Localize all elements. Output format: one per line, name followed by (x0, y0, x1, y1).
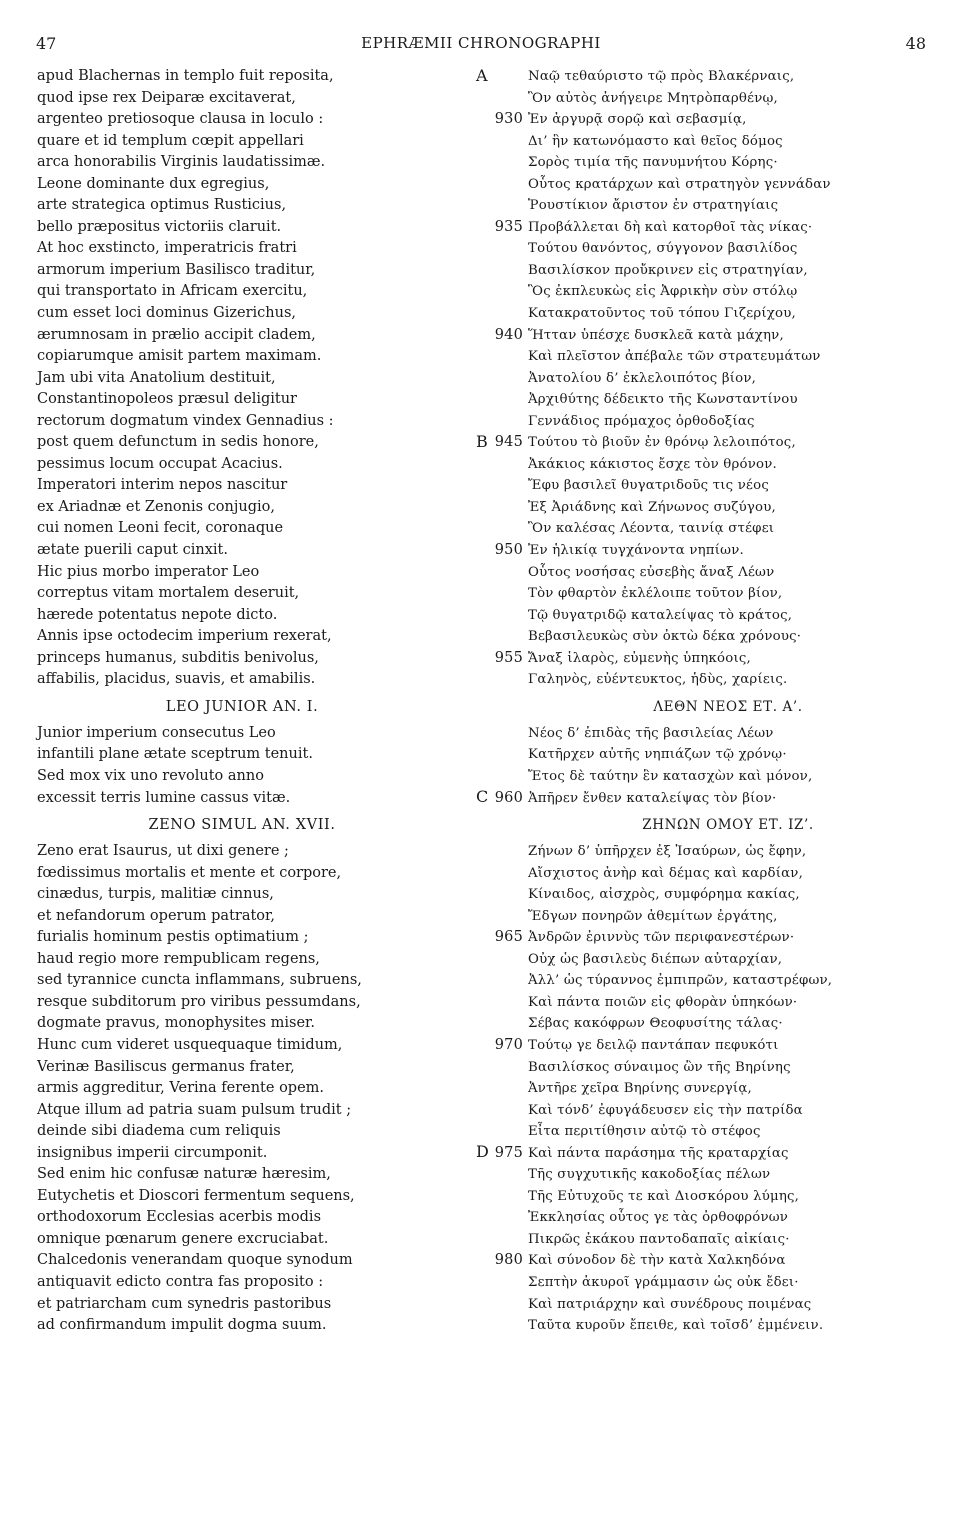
verse-text: Αἴσχιστος ἀνὴρ καὶ δέμας καὶ καρδίαν, (528, 865, 804, 881)
greek-verse-line (528, 863, 928, 885)
latin-text-line: quod ipse rex Deiparæ excitaverat, (37, 89, 296, 106)
latin-text-line: omnique pœnarum genere excruciabat. (37, 1230, 329, 1247)
verse-text: Ἄναξ ἱλαρὸς, εὐμενὴς ὑπηκόοις, (528, 650, 751, 666)
latin-text-line: Sed mox vix uno revoluto anno (37, 767, 264, 784)
greek-verse-line (494, 109, 928, 131)
latin-text-line: apud Blachernas in templo fuit reposita, (37, 68, 334, 84)
latin-text-line: armorum imperium Basilisco traditur, (37, 261, 316, 278)
verse-text: Τῆς συγχυτικῆς κακοδοξίας πέλων (528, 1167, 771, 1183)
verse-text: Βεβασιλευκὼς σὺν ὀκτὼ δέκα χρόνους· (528, 629, 802, 645)
verse-text: Τὸν φθαρτὸν ἐκλέλοιπε τοῦτον βίον, (528, 586, 783, 602)
verse-text: Βασιλίσκος σύναιμος ὢν τῆς Βηρίνης (528, 1059, 791, 1075)
verse-line-number: 975 (494, 1144, 523, 1161)
latin-text-line: infantili plane ætate sceptrum tenuit. (37, 746, 313, 763)
greek-verse-line (494, 540, 928, 562)
latin-text-line: furialis hominum pestis optimatium ; (37, 929, 309, 946)
greek-verse-line (528, 1164, 928, 1186)
latin-text-line: Annis ipse octodecim imperium rexerat, (37, 628, 332, 645)
verse-line-number: 940 (494, 326, 523, 343)
greek-verse-line (528, 1186, 928, 1208)
latin-text-line: Hic pius morbo imperator Leo (37, 563, 260, 580)
latin-text-line: arte strategica optimus Rusticius, (37, 197, 287, 214)
greek-verse-line (528, 669, 928, 691)
section-heading-leon-neos: ΛΕΘΝ ΝΕΟΣ ΕΤ. Α’. (653, 698, 803, 715)
latin-text-line: correptus vitam mortalem deseruit, (37, 585, 300, 602)
page-number-right: 48 (905, 34, 926, 53)
page-number-left: 47 (36, 34, 57, 53)
verse-text: Ἀλλ’ ὡς τύραννος ἐμπιπρῶν, καταστρέφων, (528, 973, 833, 989)
greek-verse-line (528, 992, 928, 1014)
greek-verse-line (528, 131, 928, 153)
verse-text: Οὗτος νοσήσας εὐσεβὴς ἄναξ Λέων (528, 564, 775, 580)
latin-text-line: post quem defunctum in sedis honore, (37, 434, 319, 451)
verse-text: Καὶ πάντα ποιῶν εἰς φθορὰν ὑπηκόων· (528, 994, 798, 1010)
verse-text: Κατῆρχεν αὐτῆς νηπιάζων τῷ χρόνῳ· (528, 747, 787, 763)
latin-text-line: bello præpositus victoriis claruit. (37, 218, 282, 235)
latin-text-line: pessimus locum occupat Acacius. (37, 455, 283, 472)
verse-line-number: 930 (494, 111, 523, 128)
greek-verse-line (528, 152, 928, 174)
verse-text: Καὶ τόνδ’ ἐφυγάδευσεν εἰς τὴν πατρίδα (528, 1102, 803, 1118)
greek-verse-line (528, 949, 928, 971)
latin-text-line: resque subditorum pro viribus pessumdans, (37, 993, 361, 1010)
running-title: EPHRÆMII CHRONOGRAPHI (361, 34, 601, 52)
verse-text: Ταῦτα κυροῦν ἔπειθε, καὶ τοῖσδ’ ἐμμένειν. (528, 1318, 824, 1334)
verse-text: Κατακρατοῦντος τοῦ τόπου Γιζερίχου, (528, 306, 796, 322)
latin-text-line: ætate puerili caput cinxit. (37, 542, 228, 559)
greek-verse-line (528, 841, 928, 863)
greek-verse-line (528, 497, 928, 519)
latin-text-line: Sed enim hic confusæ naturæ hæresim, (37, 1166, 331, 1183)
verse-text: Ἀνδρῶν ἐριννὺς τῶν περιφανεστέρων· (528, 930, 795, 946)
verse-line-number: 980 (494, 1252, 523, 1269)
verse-text: Ὃς ἐκπλευκὼς εἰς Ἀφρικὴν σὺν στόλῳ (528, 284, 798, 300)
greek-verse-line (494, 432, 928, 454)
greek-verse-line (528, 1121, 928, 1143)
verse-text: Ἔφυ βασιλεῖ θυγατριδοῦς τις νέος (528, 478, 769, 494)
latin-text-line: Jam ubi vita Anatolium destituit, (37, 369, 276, 386)
latin-text-line: ex Ariadnæ et Zenonis conjugio, (37, 498, 275, 515)
greek-verse-line (528, 583, 928, 605)
greek-verse-line (528, 562, 928, 584)
margin-letter-d: D (476, 1142, 489, 1161)
greek-verse-line (528, 1100, 928, 1122)
verse-text: Γαληνὸς, εὐέντευκτος, ἡδὺς, χαρίεις. (528, 672, 788, 688)
greek-verse-line (528, 766, 928, 788)
latin-text-line: At hoc exstincto, imperatricis fratri (37, 240, 297, 257)
verse-text: Βασιλίσκον προὔκρινεν εἰς στρατηγίαν, (528, 262, 808, 278)
verse-line-number: 945 (494, 434, 523, 451)
verse-text: Κίναιδος, αἰσχρὸς, συμφόρημα κακίας, (528, 887, 800, 903)
greek-verse-line (494, 648, 928, 670)
verse-text: Σορὸς τιμία τῆς πανυμνήτου Κόρης· (528, 155, 778, 171)
latin-text-line: sed tyrannice cuncta inflammans, subruens, (37, 972, 362, 989)
verse-text: Σεπτὴν ἀκυροῖ γράμμασιν ὡς οὐκ ἔδει· (528, 1274, 799, 1290)
verse-text: Ἐν ἡλικίᾳ τυγχάνοντα νηπίων. (528, 543, 744, 559)
latin-text-line: dogmate pravus, monophysites miser. (37, 1015, 316, 1032)
margin-letter-a: A (476, 66, 488, 85)
verse-text: Γεννάδιος πρόμαχος ὀρθοδοξίας (528, 413, 755, 429)
latin-text-line: hærede potentatus nepote dicto. (37, 606, 278, 623)
latin-text-line: cinædus, turpis, malitiæ cinnus, (37, 886, 274, 903)
greek-verse-line (528, 884, 928, 906)
latin-text-line: copiarumque amisit partem maximam. (37, 348, 322, 365)
greek-verse-line (528, 518, 928, 540)
greek-verse-line (528, 411, 928, 433)
greek-verse-line (528, 368, 928, 390)
section-heading-zenon: ΖΗΝΩΝ ΟΜΟΥ ΕΤ. ΙΖ’. (642, 817, 814, 834)
verse-text: Ἀνατολίου δ’ ἐκλελοιπότος βίον, (528, 370, 757, 386)
latin-text-line: antiquavit edicto contra fas proposito : (37, 1273, 324, 1290)
greek-verse-line (528, 1272, 928, 1294)
verse-text: Ναῷ τεθαύριστο τῷ πρὸς Βλακέρναις, (528, 69, 795, 84)
greek-verse-line (528, 1013, 928, 1035)
verse-text: Τῷ θυγατριδῷ καταλείψας τὸ κράτος, (528, 607, 793, 623)
greek-verse-line (528, 281, 928, 303)
greek-verse-line (528, 906, 928, 928)
greek-verse-line (528, 605, 928, 627)
verse-text: Τούτου τὸ βιοῦν ἐν θρόνῳ λελοιπότος, (528, 435, 796, 451)
greek-verse-line (528, 626, 928, 648)
greek-verse-line (494, 788, 928, 810)
latin-text-line: haud regio more rempublicam regens, (37, 950, 320, 967)
latin-text-line: ad confirmandum impulit dogma suum. (37, 1317, 327, 1334)
verse-text: Ῥουστίκιον ἄριστον ἐν στρατηγίαις (528, 198, 779, 214)
latin-text-line: Junior imperium consecutus Leo (37, 724, 276, 741)
latin-text-line: princeps humanus, subditis benivolus, (37, 649, 319, 666)
latin-text-line: et patriarcham cum synedris pastoribus (37, 1295, 332, 1312)
verse-text: Ἀντῆρε χεῖρα Βηρίνης συνεργίᾳ, (528, 1081, 752, 1097)
greek-verse-line (528, 1315, 928, 1337)
section-heading-zeno: ZENO SIMUL AN. XVII. (148, 817, 336, 834)
latin-text-line: qui transportato in Africam exercitu, (37, 283, 308, 300)
latin-text-line: arca honorabilis Virginis laudatissimæ. (37, 154, 326, 171)
section-heading-leo-junior: LEO JUNIOR AN. I. (165, 698, 319, 715)
verse-text: Τούτῳ γε δειλῷ παντάπαν πεφυκότι (528, 1037, 779, 1053)
latin-text-line: Zeno erat Isaurus, ut dixi genere ; (37, 843, 289, 860)
verse-line-number: 970 (494, 1036, 523, 1053)
verse-text: Ζήνων δ’ ὑπῆρχεν ἐξ Ἰσαύρων, ὡς ἔφην, (528, 844, 807, 860)
verse-text: Ἥτταν ὑπέσχε δυσκλεᾶ κατὰ μάχην, (528, 327, 784, 343)
verse-text: Σέβας κακόφρων Θεοφυσίτης τάλας· (528, 1016, 783, 1032)
verse-text: Τούτου θανόντος, σύγγονον βασιλίδος (528, 241, 798, 257)
latin-text-line: ærumnosam in prælio accipit cladem, (37, 326, 316, 343)
latin-text-line: Constantinopoleos præsul deligitur (37, 391, 297, 408)
verse-line-number: 960 (494, 789, 523, 806)
verse-line-number: 965 (494, 929, 523, 946)
verse-text: Καὶ πάντα παράσημα τῆς κραταρχίας (528, 1145, 789, 1161)
verse-text: Καὶ σύνοδον δὲ τὴν κατὰ Χαλκηδόνα (528, 1253, 786, 1269)
greek-verse-line (528, 1294, 928, 1316)
verse-text: Ὃν αὐτὸς ἀνήγειρε Μητρὸπαρθένῳ, (528, 90, 778, 106)
latin-text-line: Leone dominante dux egregius, (37, 175, 270, 192)
greek-verse-line (494, 1250, 928, 1272)
greek-verse-line (528, 174, 928, 196)
margin-letter-c: C (476, 787, 489, 806)
latin-text-line: armis aggreditur, Verina ferente opem. (37, 1080, 325, 1097)
greek-verse-line (528, 744, 928, 766)
greek-verse-line (528, 1078, 928, 1100)
verse-text: Τῆς Εὐτυχοῦς τε καὶ Διοσκόρου λύμης, (528, 1188, 800, 1204)
latin-text-line: cui nomen Leoni fecit, coronaque (37, 520, 284, 537)
latin-text-line: Imperatori interim nepos nascitur (37, 477, 288, 494)
verse-text: Ἔδγων πονηρῶν ἀθεμίτων ἐργάτης, (528, 908, 778, 924)
latin-text-line: Atque illum ad patria suam pulsum trudit ; (37, 1101, 352, 1118)
latin-text-line: et nefandorum operum patrator, (37, 907, 275, 924)
latin-text-line: excessit terris lumine cassus vitæ. (37, 789, 291, 806)
greek-verse-line (494, 325, 928, 347)
verse-text: Πικρῶς ἐκάκου παντοδαπαῖς αἰκίαις· (528, 1231, 790, 1247)
greek-verse-line (528, 346, 928, 368)
verse-text: Νέος δ’ ἐπιδὰς τῆς βασιλείας Λέων (528, 725, 774, 741)
greek-verse-line (528, 475, 928, 497)
greek-verse-line (494, 217, 928, 239)
greek-verse-line (528, 723, 928, 745)
verse-text: Ἐκκλησίας οὗτος γε τὰς ὀρθοφρόνων (528, 1210, 789, 1226)
verse-text: Ἔτος δὲ ταύτην ἓν κατασχὼν καὶ μόνον, (528, 768, 813, 784)
greek-verse-line (528, 303, 928, 325)
greek-verse-line (528, 66, 928, 88)
greek-verse-line (528, 1229, 928, 1251)
verse-text: Καὶ πατριάρχην καὶ συνέδρους ποιμένας (528, 1296, 812, 1312)
verse-text: Ἀκάκιος κάκιστος ἔσχε τὸν θρόνον. (528, 456, 777, 472)
greek-column (494, 66, 928, 1337)
greek-verse-line (494, 1143, 928, 1165)
verse-text: Δι’ ἣν κατωνόμαστο καὶ θεῖος δόμος (528, 133, 783, 149)
latin-text-line: orthodoxorum Ecclesias acerbis modis (37, 1209, 322, 1226)
verse-line-number: 935 (494, 218, 523, 235)
verse-text: Ἐξ Ἀριάδνης καὶ Ζήνωνος συζύγου, (528, 499, 776, 515)
greek-verse-line (528, 260, 928, 282)
greek-verse-line (528, 454, 928, 476)
verse-text: Οὗτος κρατάρχων καὶ στρατηγὸν γεννάδαν (528, 176, 831, 192)
latin-column (37, 66, 447, 1337)
latin-text-line: Hunc cum videret usquequaque timidum, (37, 1036, 343, 1053)
verse-line-number: 955 (494, 649, 523, 666)
verse-text: Οὐχ ὡς βασιλεὺς διέπων αὐταρχίαν, (528, 951, 783, 967)
latin-text-line: Verinæ Basiliscus germanus frater, (37, 1058, 295, 1075)
running-header (36, 34, 926, 58)
latin-text-line: argenteo pretiosoque clausa in loculo : (37, 111, 324, 128)
greek-verse-line (528, 970, 928, 992)
verse-text: Προβάλλεται δὴ καὶ κατορθοῖ τὰς νίκας· (528, 219, 813, 235)
greek-verse-line (528, 1207, 928, 1229)
verse-text: Καὶ πλεῖστον ἀπέβαλε τῶν στρατευμάτων (528, 349, 821, 365)
latin-text-line: insignibus imperii circumponit. (37, 1144, 268, 1161)
greek-verse-line (528, 88, 928, 110)
latin-text-line: Chalcedonis venerandam quoque synodum (37, 1252, 353, 1269)
verse-text: Εἶτα περιτίθησιν αὐτῷ τὸ στέφος (528, 1124, 761, 1140)
latin-text-line: fœdissimus mortalis et mente et corpore, (37, 864, 342, 881)
latin-text-line: rectorum dogmatum vindex Gennadius : (37, 412, 334, 429)
greek-verse-line (528, 389, 928, 411)
verse-text: Ἀρχιθύτης δέδεικτο τῆς Κωνσταντίνου (528, 392, 798, 408)
verse-text: Ἐν ἀργυρᾷ σορῷ καὶ σεβασμίᾳ, (528, 112, 747, 128)
greek-verse-line (528, 1057, 928, 1079)
greek-verse-line (494, 927, 928, 949)
margin-letter-b: B (476, 432, 488, 451)
latin-text-line: Eutychetis et Dioscori fermentum sequens, (37, 1187, 355, 1204)
latin-text-line: quare et id templum cœpit appellari (37, 132, 304, 149)
greek-verse-line (494, 1035, 928, 1057)
verse-text: Ὃν καλέσας Λέοντα, ταινίᾳ στέφει (528, 521, 775, 537)
latin-text-line: affabilis, placidus, suavis, et amabilis. (37, 671, 316, 688)
verse-text: Ἀπῆρεν ἔνθεν καταλείψας τὸν βίον· (528, 790, 777, 806)
greek-verse-line (528, 238, 928, 260)
greek-verse-line (528, 195, 928, 217)
latin-text-line: cum esset loci dominus Gizerichus, (37, 305, 297, 322)
latin-text-line: deinde sibi diadema cum reliquis (37, 1123, 281, 1140)
verse-line-number: 950 (494, 542, 523, 559)
